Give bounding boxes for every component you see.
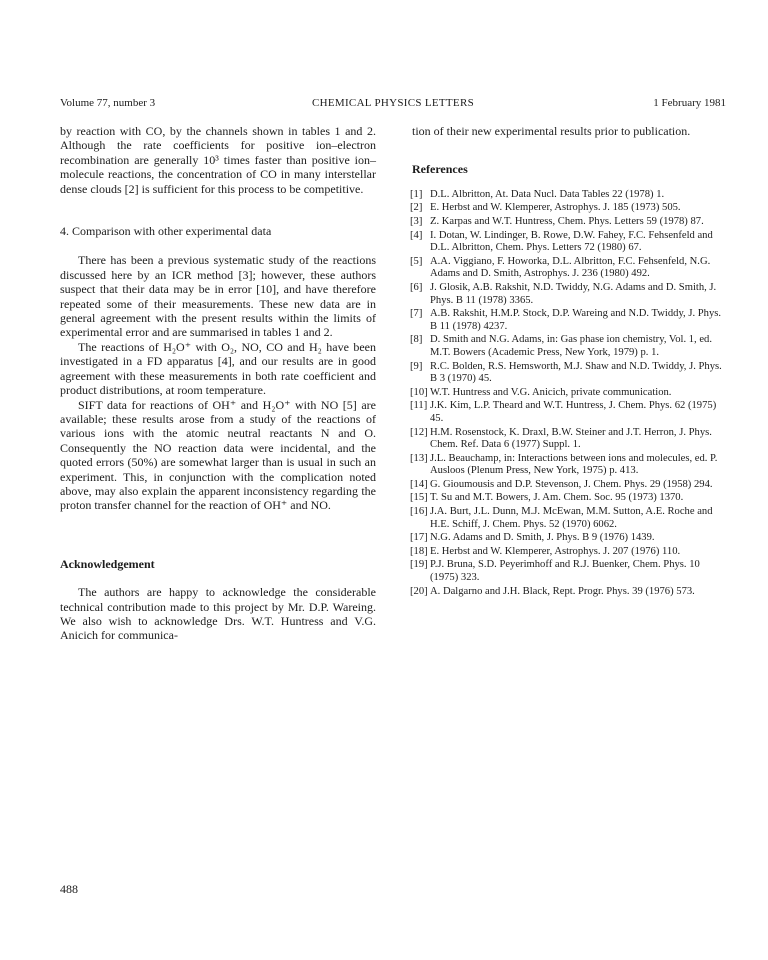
reference-text: A. Dalgarno and J.H. Black, Rept. Progr. Phys. 39 (1976) 573.: [430, 585, 695, 597]
reference-item: [412, 308, 728, 333]
reference-number: [19]: [410, 559, 428, 571]
comparison-paragraph-3: SIFT data for reactions of OH⁺ and H₂O⁺ with NO [5] are available; these results arose from a study of the reactions of various ions with the atomic neutral reactants N and O. Consequently the NO reaction data were incidental, and the quoted errors (50%) are somewhat larger than is usual in such an experiment. This, in conjunction with the complication noted above, may also explain the apparent inconsistency regarding the proton transfer channel for the reaction of OH⁺ and NO.: [60, 397, 376, 513]
reference-text: A.A. Viggiano, F. Howorka, D.L. Albritton, F.C. Fehsenfeld, N.G. Adams and D. Smith, Astrophys. J. 236 (1980) 492.: [430, 255, 711, 280]
page-number: 488: [60, 882, 78, 896]
reference-text: J.L. Beauchamp, in: Interactions between ions and molecules, ed. P. Ausloos (Plenum Press, New York, 1975) p. 413.: [430, 452, 718, 477]
left-column: [60, 124, 376, 643]
issue-date: 1 February 1981: [653, 97, 726, 109]
reference-number: [9]: [410, 360, 423, 372]
reference-number: [20]: [410, 585, 428, 597]
reference-number: [6]: [410, 281, 423, 293]
reference-item: [412, 453, 728, 478]
reference-number: [8]: [410, 334, 423, 346]
reference-number: [18]: [410, 545, 428, 557]
reference-text: J.A. Burt, J.L. Dunn, M.J. McEwan, M.M. Sutton, A.E. Roche and H.E. Schiff, J. Chem. Phys. 52 (1970) 6062.: [430, 506, 713, 530]
reference-item: [412, 189, 728, 202]
reference-number: [11]: [410, 400, 428, 412]
reference-item: [412, 506, 728, 531]
reference-text: N.G. Adams and D. Smith, J. Phys. B 9 (1976) 1439.: [430, 532, 655, 544]
reference-text: H.M. Rosenstock, K. Draxl, B.W. Steiner and J.T. Herron, J. Phys. Chem. Ref. Data 6 (1977) Suppl. 1.: [430, 426, 712, 451]
reference-text: R.C. Bolden, R.S. Hemsworth, M.J. Shaw and N.D. Twiddy, J. Phys. B 3 (1970) 45.: [430, 360, 722, 385]
running-head: [60, 96, 726, 110]
reference-text: A.B. Rakshit, H.M.P. Stock, D.P. Wareing and N.D. Twiddy, J. Phys. B 11 (1978) 4237.: [430, 308, 722, 332]
reference-number: [2]: [410, 202, 423, 214]
acknowledgement-paragraph: The authors are happy to acknowledge the considerable technical contribution made to this project by Mr. D.P. Wareing. We also wish to acknowledge Drs. W.T. Huntress and V.G. Anicich for communica-: [60, 585, 376, 643]
reference-item: [412, 282, 728, 307]
references-heading: References: [412, 162, 468, 177]
reference-text: W.T. Huntress and V.G. Anicich, private communication.: [430, 386, 672, 398]
journal-title: CHEMICAL PHYSICS LETTERS: [311, 97, 475, 109]
reference-text: E. Herbst and W. Klemperer, Astrophys. J. 207 (1976) 110.: [430, 545, 681, 557]
reference-item: [412, 492, 728, 505]
reference-item: [412, 202, 728, 215]
intro-paragraph: by reaction with CO, by the channels shown in tables 1 and 2. Although the rate coefficients for positive ion–electron recombination are generally 10³ times faster than positive ion–molecule reactions, the concentration of CO in many interstellar dense clouds [2] is sufficient for this process to be competitive.: [60, 124, 376, 196]
reference-number: [13]: [410, 452, 428, 464]
acknowledgement-continuation: tion of their new experimental results prior to publication.: [412, 124, 691, 138]
right-column: [412, 124, 728, 599]
reference-item: [412, 586, 728, 599]
reference-text: J. Glosik, A.B. Rakshit, N.D. Twiddy, N.G. Adams and D. Smith, J. Phys. B 11 (1978) 3365.: [430, 281, 717, 306]
reference-number: [4]: [410, 229, 423, 241]
reference-item: [412, 361, 728, 386]
reference-item: [412, 216, 728, 229]
reference-number: [5]: [410, 255, 423, 267]
volume-number: Volume 77, number 3: [60, 97, 156, 109]
reference-number: [17]: [410, 532, 428, 544]
reference-item: [412, 532, 728, 545]
reference-text: T. Su and M.T. Bowers, J. Am. Chem. Soc. 95 (1973) 1370.: [430, 492, 684, 504]
reference-list: [412, 189, 728, 598]
reference-text: D. Smith and N.G. Adams, in: Gas phase ion chemistry, Vol. 1, ed. M.T. Bowers (Academic Press, New York, 1979) p. 1.: [430, 334, 712, 358]
reference-text: D.L. Albritton, At. Data Nucl. Data Tables 22 (1978) 1.: [430, 188, 665, 200]
reference-item: [412, 546, 728, 559]
reference-item: [412, 256, 728, 281]
acknowledgement-heading: Acknowledgement: [60, 556, 155, 571]
reference-number: [7]: [410, 308, 423, 320]
reference-number: [10]: [410, 386, 428, 398]
reference-text: P.J. Bruna, S.D. Peyerimhoff and R.J. Buenker, Chem. Phys. 10 (1975) 323.: [430, 559, 700, 584]
reference-text: I. Dotan, W. Lindinger, B. Rowe, D.W. Fahey, F.C. Fehsenfeld and D.L. Albritton, Chem. Phys. Letters 72 (1980) 67.: [430, 229, 713, 254]
reference-number: [12]: [410, 426, 428, 438]
section-heading: 4. Comparison with other experimental data: [60, 224, 272, 239]
reference-text: G. Gioumousis and D.P. Stevenson, J. Chem. Phys. 29 (1958) 294.: [430, 478, 713, 490]
reference-number: [16]: [410, 506, 428, 518]
reference-number: [14]: [410, 478, 428, 490]
reference-item: [412, 479, 728, 492]
reference-number: [15]: [410, 492, 428, 504]
reference-number: [3]: [410, 216, 423, 227]
reference-text: Z. Karpas and W.T. Huntress, Chem. Phys. Letters 59 (1978) 87.: [430, 216, 704, 227]
reference-item: [412, 334, 728, 359]
reference-item: [412, 400, 728, 425]
reference-item: [412, 230, 728, 255]
reference-item: [412, 387, 728, 400]
reference-number: [1]: [410, 188, 423, 200]
comparison-paragraph-2: The reactions of H₂O⁺ with O₂, NO, CO and H₂ have been investigated in a FD apparatus [4], and our results are in good agreement with these measurements in both rate coefficient and product distributions, at room temperature.: [60, 339, 376, 398]
reference-text: J.K. Kim, L.P. Theard and W.T. Huntress, J. Chem. Phys. 62 (1975) 45.: [430, 400, 717, 424]
reference-text: E. Herbst and W. Klemperer, Astrophys. J. 185 (1973) 505.: [430, 202, 681, 214]
reference-item: [412, 427, 728, 452]
comparison-paragraph-1: There has been a previous systematic study of the reactions discussed here by an ICR method [3]; however, these authors suspect that their data may be in error [10], and have therefore repeated some of their measurements. These new data are in general agreement with the present results within the limits of experimental error and are summarised in tables 1 and 2.: [60, 253, 376, 340]
reference-item: [412, 559, 728, 584]
